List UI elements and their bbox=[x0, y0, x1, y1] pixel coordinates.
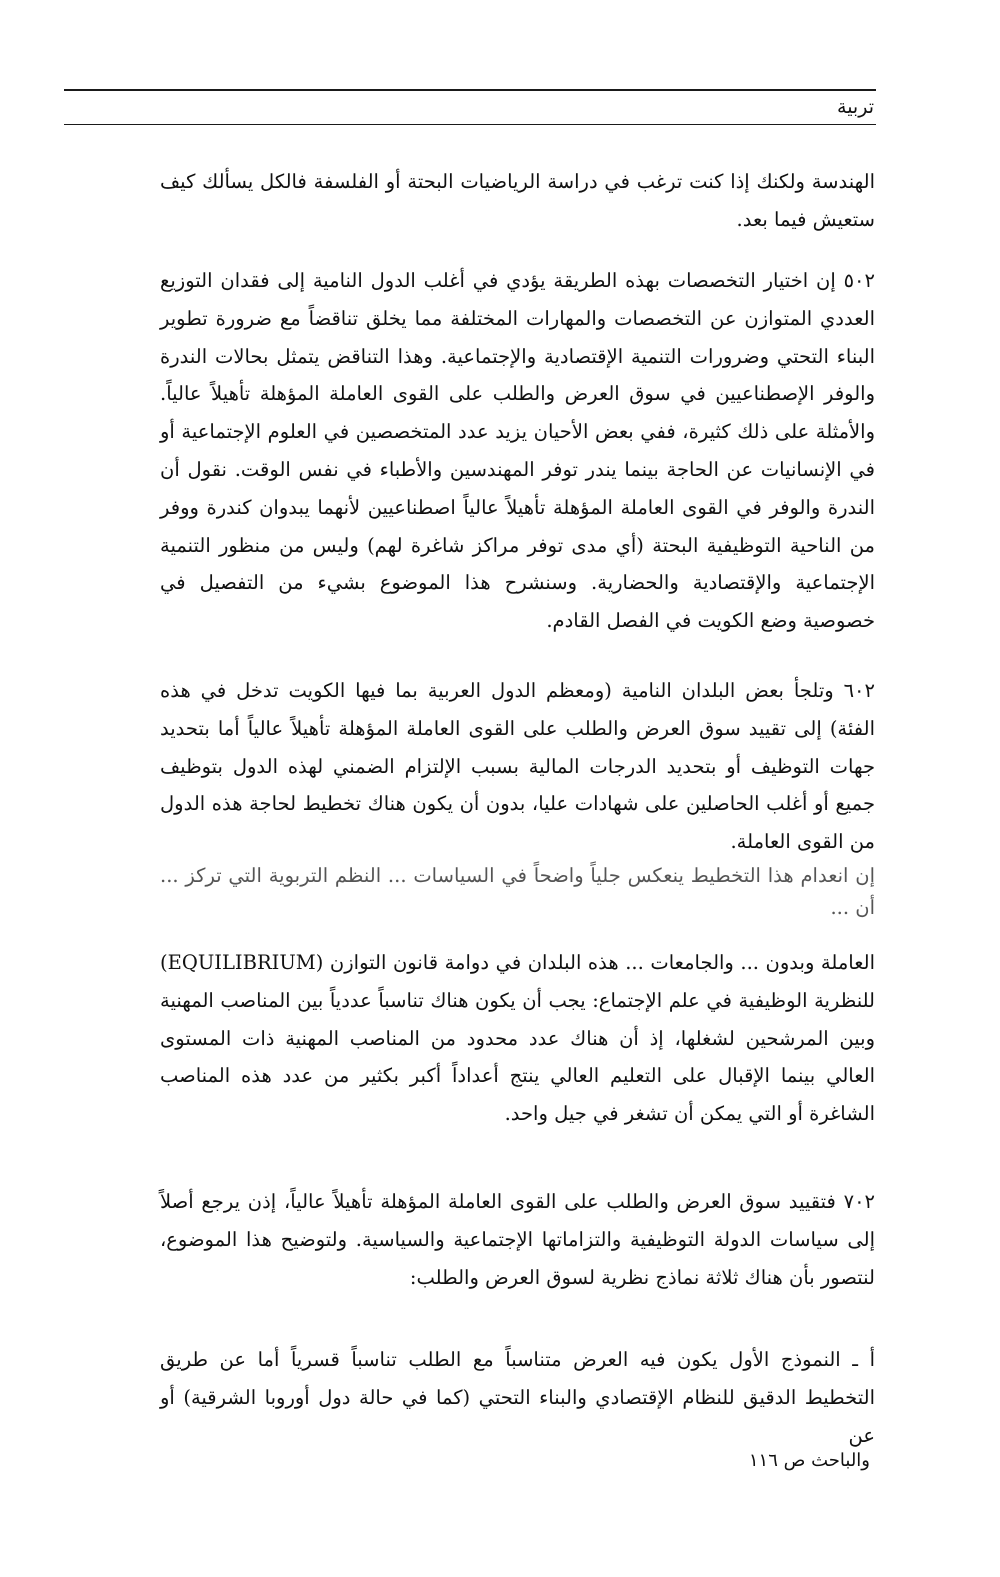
paragraph-502: ٥٠٢ إن اختيار التخصصات بهذه الطريقة يؤدي في أغلب الدول النامية إلى فقدان التوزيع العددي المتوازن عن التخصصات والمهارات المختلفة مما يخلق تناقضاً مع ضرورة تطوير البناء التحتي وضرورات التنمية الإقتصادية والإجتماعية. وهذا التناقض يتمثل بحالات الندرة والوفر الإصطناعيين في سوق العرض والطلب على القوى العاملة المؤهلة تأهيلاً عالياً. والأمثلة على ذلك كثيرة، ففي بعض الأحيان يزيد عدد المتخصصين في العلوم الإجتماعية أو في الإنسانيات عن الحاجة بينما يندر توفر المهندسين والأطباء في نفس الوقت. نقول أن الندرة والوفر في القوى العاملة المؤهلة تأهيلاً عالياً اصطناعيين لأنهما يبدوان كندرة ووفر من الناحية التوظيفية البحتة (أي مدى توفر مراكز شاغرة لهم) وليس من منظور التنمية الإجتماعية والإقتصادية والحضارية. وسنشرح هذا الموضوع بشيء من التفصيل في خصوصية وضع الكويت في الفصل القادم. bbox=[160, 269, 875, 633]
footnote: والباحث ص ١١٦ bbox=[748, 1450, 870, 1471]
paragraph-planning-partial: إن انعدام هذا التخطيط ينعكس جلياً واضحاً في السياسات ... النظم التربوية التي تركز ... أن ... bbox=[160, 864, 875, 919]
header-top-rule bbox=[64, 89, 876, 91]
running-header: تربية bbox=[837, 96, 874, 118]
paragraph-model-a: أ ـ النموذج الأول يكون فيه العرض متناسباً مع الطلب تناسباً قسرياً أما عن طريق التخطيط الدقيق للنظام الإقتصادي والبناء التحتي (كما في حالة دول أوروبا الشرقية) أو عن bbox=[160, 1348, 875, 1447]
header-bottom-rule bbox=[64, 124, 876, 125]
paragraph-702: ٧٠٢ فتقييد سوق العرض والطلب على القوى العاملة المؤهلة تأهيلاً عالياً، إذن يرجع أصلاً إلى سياسات الدولة التوظيفية والتزاماتها الإجتماعية والسياسية. ولتوضيح هذا الموضوع، لنتصور بأن هناك ثلاثة نماذج نظرية لسوق العرض والطلب: bbox=[160, 1190, 876, 1289]
paragraph-602: ٦٠٢ وتلجأ بعض البلدان النامية (ومعظم الدول العربية بما فيها الكويت تدخل في هذه الفئة) إلى تقييد سوق العرض والطلب على القوى العاملة المؤهلة تأهيلاً عالياً أما بتحديد جهات التوظيف أو بتحديد الدرجات المالية بسبب الإلتزام الضمني لهذه الدول بتوظيف جميع أو أغلب الحاصلين على شهادات عليا، بدون أن يكون هناك تخطيط لحاجة هذه الدول من القوى العاملة. bbox=[160, 679, 875, 854]
paragraph-equilibrium: العاملة وبدون ... والجامعات ... هذه البلدان في دوامة قانون التوازن (EQUILIBRIUM) للنظرية الوظيفية في علم الإجتماع: يجب أن يكون هناك تناسباً عددياً بين المناصب المهنية وبين المرشحين لشغلها، إذ أن هناك عدد محدود من المناصب المهنية ذات المستوى العالي بينما الإقبال على التعليم العالي ينتج أعداداً أكبر بكثير من عدد هذه المناصب الشاغرة أو التي يمكن أن تشغر في جيل واحد. bbox=[160, 951, 875, 1126]
paragraph-1: الهندسة ولكنك إذا كنت ترغب في دراسة الرياضيات البحتة أو الفلسفة فالكل يسألك كيف ستعيش فيما بعد. bbox=[160, 170, 875, 231]
